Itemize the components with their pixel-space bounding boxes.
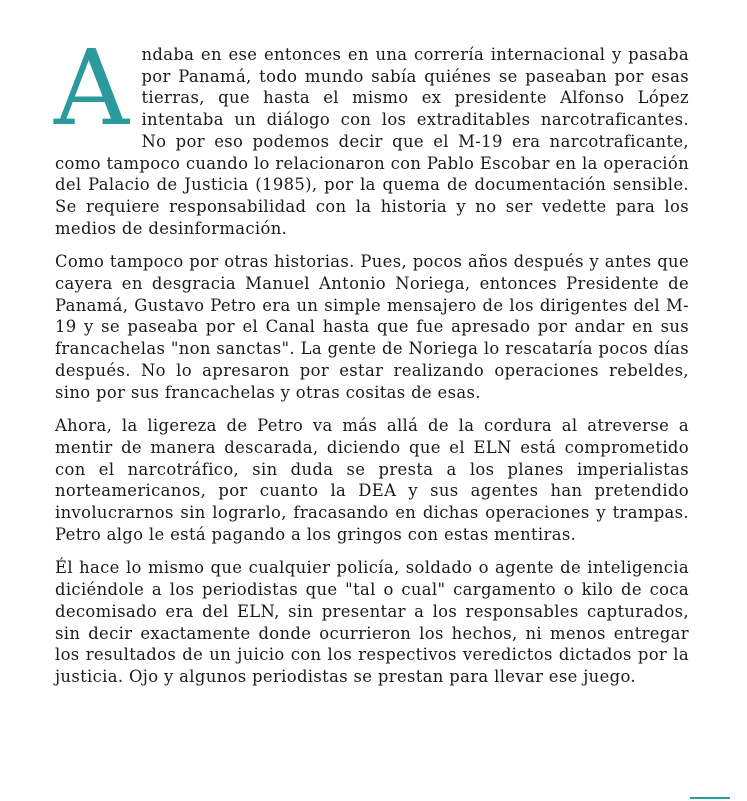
paragraph-1-text: ndaba en ese entonces en una correría internacional y pasaba por Panamá, todo mundo sabía quiénes se paseaban por esas tierras, que hasta el mismo ex presidente Alfonso López intentaba un diálogo con los extraditables narcotraficantes. No por eso podemos decir que el M-19 era narcotraficante, como tampoco cuando lo relacionaron con Pablo Escobar en la operación del Palacio de Justicia (1985), por la quema de documentación sensible. Se requiere responsabilidad con la historia y no ser vedette para los medios de desinformación. [55,45,689,238]
corner-accent-line [690,797,730,799]
paragraph-4: Él hace lo mismo que cualquier policía, soldado o agente de inteligencia diciéndole a los periodistas que "tal o cual" cargamento o kilo de coca decomisado era del ELN, sin presentar a los responsables capturados, sin decir exactamente donde ocurrieron los hechos, ni menos entregar los resultados de un juicio con los respectivos veredictos dictados por la justicia. Ojo y algunos periodistas se prestan para llevar ese juego. [55,558,689,686]
paragraph-3: Ahora, la ligereza de Petro va más allá de la cordura al atreverse a mentir de manera descarada, diciendo que el ELN está comprometido con el narcotráfico, sin duda se presta a los planes imperialistas norteamericanos, por cuanto la DEA y sus agentes han pretendido involucrarnos sin lograrlo, fracasando en dichas operaciones y trampas. Petro algo le está pagando a los gringos con estas mentiras. [55,416,689,544]
article-body [54,27,689,700]
drop-cap-letter: A [54,27,130,149]
paragraph-1 [54,27,689,239]
paragraph-2: Como tampoco por otras historias. Pues, pocos años después y antes que cayera en desgracia Manuel Antonio Noriega, entonces Presidente de Panamá, Gustavo Petro era un simple mensajero de los dirigentes del M-19 y se paseaba por el Canal hasta que fue apresado por andar en sus francachelas "non sanctas". La gente de Noriega lo rescataría pocos días después. No lo apresaron por estar realizando operaciones rebeldes, sino por sus francachelas y otras cositas de esas. [55,252,689,402]
